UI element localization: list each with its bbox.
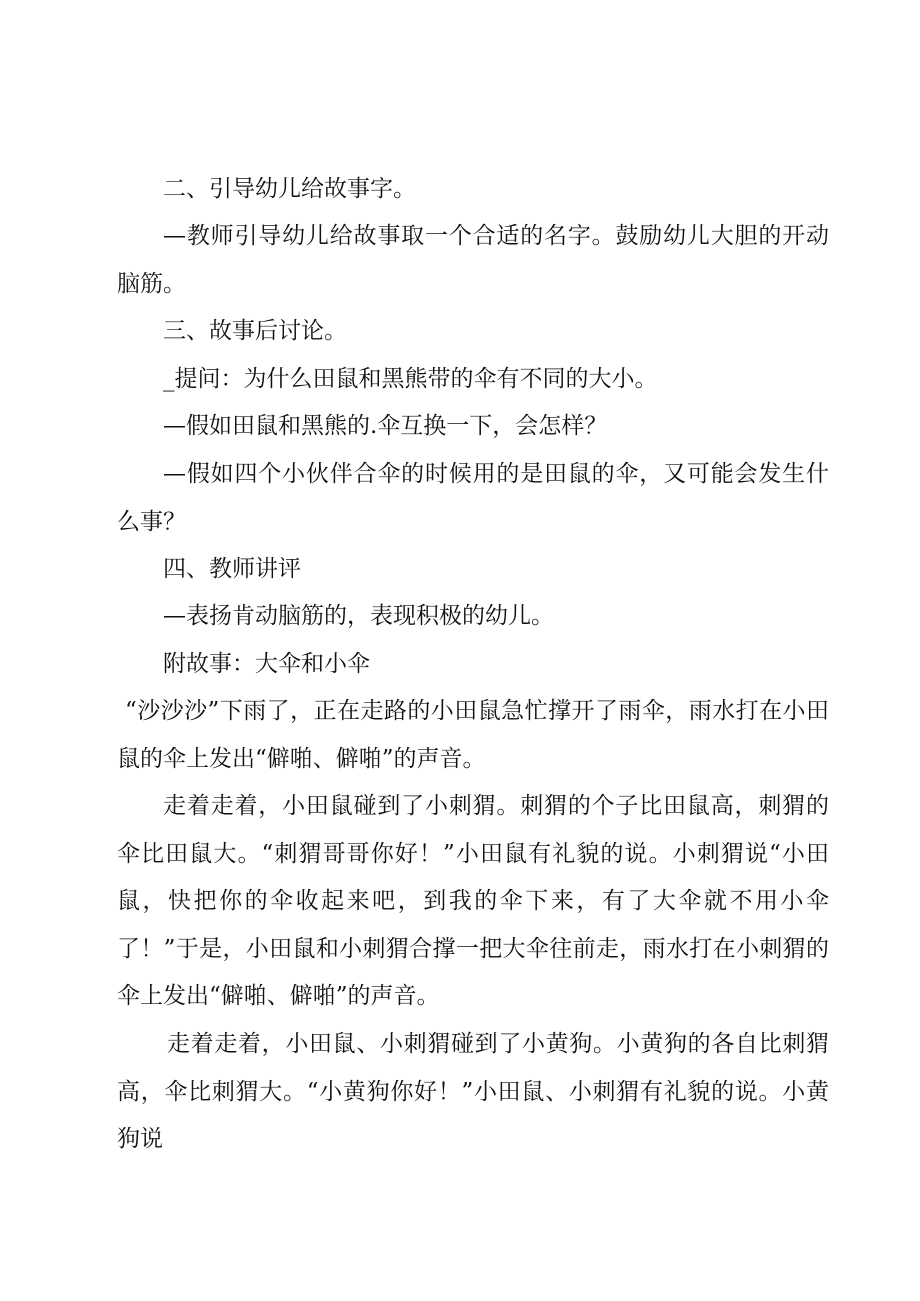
- section-heading-2: 二、引导幼儿给故事字。: [163, 176, 416, 202]
- story-paragraph-1: “沙沙沙”下雨了，正在走路的小田鼠急忙撑开了雨伞，雨水打在小田鼠的伞上发出“僻啪、僻啪”的声音。: [117, 698, 829, 772]
- paragraph-question-3: —假如四个小伙伴合伞的时候用的是田鼠的伞，又可能会发生什么事？: [117, 461, 829, 535]
- story-paragraph-2: 走着走着，小田鼠碰到了小刺猬。刺猬的个子比田鼠高，刺猬的伞比田鼠大。“刺猬哥哥你好！”小田鼠有礼貌的说。小刺猬说“小田鼠，快把你的伞收起来吧，到我的伞下来，有了大伞就不用小伞了！”于是，小田鼠和小刺猬合撑一把大伞往前走，雨水打在小刺猬的伞上发出“僻啪、僻啪”的声音。: [117, 793, 829, 1009]
- section-heading-4: 四、教师讲评: [163, 556, 301, 582]
- paragraph-praise: —表扬肯动脑筋的，表现积极的幼儿。: [163, 603, 554, 629]
- story-title: 附故事：大伞和小伞: [163, 651, 370, 677]
- paragraph-question-2: —假如田鼠和黑熊的.伞互换一下，会怎样？: [163, 413, 608, 439]
- paragraph-question-1: _提问：为什么田鼠和黑熊带的伞有不同的大小。: [163, 366, 658, 392]
- story-paragraph-3: 走着走着，小田鼠、小刺猬碰到了小黄狗。小黄狗的各自比刺猬高，伞比刺猬大。“小黄狗你好！”小田鼠、小刺猬有礼貌的说。小黄狗说: [117, 1031, 829, 1152]
- section-heading-3: 三、故事后讨论。: [163, 318, 347, 344]
- paragraph-naming-story: —教师引导幼儿给故事取一个合适的名字。鼓励幼儿大胆的开动脑筋。: [117, 223, 829, 297]
